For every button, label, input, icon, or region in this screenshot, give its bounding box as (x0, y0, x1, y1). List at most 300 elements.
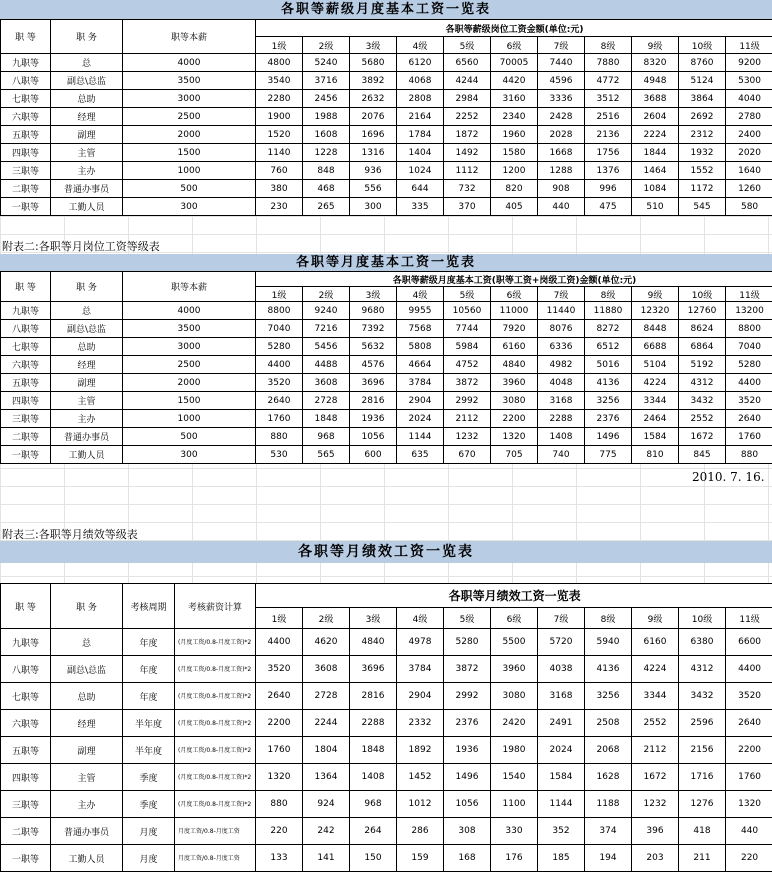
table-cell: 580 (726, 198, 772, 216)
table-cell: 185 (538, 845, 585, 872)
table-cell: 4244 (444, 72, 491, 90)
table-cell: 2640 (726, 710, 772, 737)
table-cell: 176 (491, 845, 538, 872)
table-cell: 1408 (350, 764, 397, 791)
table-cell: 265 (303, 198, 350, 216)
table-cell: 3872 (444, 656, 491, 683)
table-cell: 6688 (632, 338, 679, 356)
table-cell: 670 (444, 446, 491, 464)
table-cell: 2288 (538, 410, 585, 428)
table-cell: 2332 (397, 710, 444, 737)
table-cell: 8624 (679, 320, 726, 338)
table-cell: 1056 (350, 428, 397, 446)
table-cell: 2068 (585, 737, 632, 764)
table-cell: 2604 (632, 108, 679, 126)
table-cell: 1628 (585, 764, 632, 791)
table-cell: 2596 (679, 710, 726, 737)
table-cell: 1492 (444, 144, 491, 162)
table-cell: 4620 (303, 629, 350, 656)
table-cell: 主办 (51, 410, 123, 428)
table-cell: 3520 (256, 656, 303, 683)
table-cell: 总助 (51, 338, 123, 356)
table-cell: 2992 (444, 683, 491, 710)
table-cell: 5300 (726, 72, 772, 90)
table-cell: 3520 (726, 683, 772, 710)
table-cell: 半年度 (123, 737, 175, 764)
table-cell: 2224 (632, 126, 679, 144)
table-cell: 1892 (397, 737, 444, 764)
table-cell: 普通办事员 (51, 818, 123, 845)
table-row (1, 845, 772, 872)
column-header: 职 务 (51, 584, 123, 629)
table-cell: 230 (256, 198, 303, 216)
table-cell: 3080 (491, 392, 538, 410)
table-cell: 3520 (726, 392, 772, 410)
table-cell: 8076 (538, 320, 585, 338)
table-cell: 三职等 (1, 791, 51, 818)
table-cell: 335 (397, 198, 444, 216)
table-cell: 10560 (444, 302, 491, 320)
table-cell: 1672 (679, 428, 726, 446)
table-cell: 500 (123, 428, 256, 446)
table-cell: 六职等 (1, 710, 51, 737)
table-cell: 2156 (679, 737, 726, 764)
table-cell: 2516 (585, 108, 632, 126)
table-cell: 九职等 (1, 54, 51, 72)
grade-header: 11级 (726, 608, 772, 629)
table-cell: 1988 (303, 108, 350, 126)
table-cell: 半年度 (123, 710, 175, 737)
table-cell: 1500 (123, 144, 256, 162)
table-cell: 3168 (538, 683, 585, 710)
table-cell: 374 (585, 818, 632, 845)
table-cell: 4038 (538, 656, 585, 683)
table-cell: 七职等 (1, 683, 51, 710)
table-row (1, 410, 772, 428)
table-cell: 936 (350, 162, 397, 180)
table-cell: 2252 (444, 108, 491, 126)
table-cell: 1452 (397, 764, 444, 791)
table-cell: 3864 (679, 90, 726, 108)
table-cell: 1260 (726, 180, 772, 198)
table-cell: 1408 (538, 428, 585, 446)
table-cell: 4224 (632, 656, 679, 683)
table-cell: 4048 (538, 374, 585, 392)
table-cell: 740 (538, 446, 585, 464)
table-cell: 3000 (123, 338, 256, 356)
table-cell: 760 (256, 162, 303, 180)
table-cell: 4400 (726, 656, 772, 683)
table-cell: 4400 (256, 629, 303, 656)
table-cell: 9680 (350, 302, 397, 320)
table-cell: 3344 (632, 683, 679, 710)
table-cell: 年度 (123, 656, 175, 683)
table-cell: 普通办事员 (51, 180, 123, 198)
table-cell: 2200 (726, 737, 772, 764)
table-cell: 3500 (123, 320, 256, 338)
table-cell: 1320 (256, 764, 303, 791)
appendix3-note: 附表三:各职等月绩效等级表 (2, 526, 138, 542)
table-cell: 11000 (491, 302, 538, 320)
grade-header: 9级 (632, 37, 679, 54)
grade-header: 4级 (397, 287, 444, 302)
table-cell: 3344 (632, 392, 679, 410)
table-row (1, 374, 772, 392)
table-cell: 工勤人员 (51, 845, 123, 872)
table-cell: 1936 (444, 737, 491, 764)
table-cell: 1716 (679, 764, 726, 791)
table-cell: 主管 (51, 392, 123, 410)
table-cell: 七职等 (1, 90, 51, 108)
table-cell: 2552 (679, 410, 726, 428)
column-header: 职 等 (1, 20, 51, 54)
table-cell: 3540 (256, 72, 303, 90)
table-cell: 8760 (679, 54, 726, 72)
table-cell: 2992 (444, 392, 491, 410)
table-cell: 2500 (123, 356, 256, 374)
table-cell: 2464 (632, 410, 679, 428)
table-cell: 468 (303, 180, 350, 198)
table-cell: 2200 (256, 710, 303, 737)
table-cell: 五职等 (1, 737, 51, 764)
table-cell: 4978 (397, 629, 444, 656)
table-cell: 经理 (51, 710, 123, 737)
table-cell: 1000 (123, 162, 256, 180)
table-cell: 2312 (679, 126, 726, 144)
table-cell: 4136 (585, 374, 632, 392)
table-cell: 500 (123, 180, 256, 198)
table-cell: 1668 (538, 144, 585, 162)
table-cell: 8800 (726, 320, 772, 338)
table-row (1, 162, 772, 180)
table-row (1, 90, 772, 108)
table-cell: 一职等 (1, 446, 51, 464)
table-cell: 705 (491, 446, 538, 464)
table-row (1, 126, 772, 144)
table-cell: 924 (303, 791, 350, 818)
table-row (1, 446, 772, 464)
table-cell: 1496 (444, 764, 491, 791)
grade-header: 9级 (632, 608, 679, 629)
table-cell: 2244 (303, 710, 350, 737)
table-cell: 1696 (350, 126, 397, 144)
table-cell: 4420 (491, 72, 538, 90)
table-cell: 6336 (538, 338, 585, 356)
table-row (1, 683, 772, 710)
table-cell: 133 (256, 845, 303, 872)
table-cell: 556 (350, 180, 397, 198)
table-cell: 三职等 (1, 162, 51, 180)
grade-header: 7级 (538, 287, 585, 302)
table-cell: 主管 (51, 144, 123, 162)
table-cell: 4948 (632, 72, 679, 90)
table-cell: 6864 (679, 338, 726, 356)
table-cell: 副总\总监 (51, 656, 123, 683)
table-cell: 300 (350, 198, 397, 216)
table-cell: 9240 (303, 302, 350, 320)
table-cell: 3960 (491, 656, 538, 683)
table-cell: 6512 (585, 338, 632, 356)
grade-header: 7级 (538, 608, 585, 629)
grade-header: 2级 (303, 608, 350, 629)
table-cell: 2780 (726, 108, 772, 126)
table-cell: 2400 (726, 126, 772, 144)
table-cell: 主管 (51, 764, 123, 791)
table-cell: 1288 (538, 162, 585, 180)
table-cell: 2692 (679, 108, 726, 126)
table-cell: 1112 (444, 162, 491, 180)
table-cell: 3160 (491, 90, 538, 108)
table-cell: 2904 (397, 392, 444, 410)
table-cell: 1784 (397, 126, 444, 144)
grade-header: 5级 (444, 37, 491, 54)
table1-grid (0, 19, 772, 216)
table-cell: 六职等 (1, 108, 51, 126)
grade-header: 4级 (397, 37, 444, 54)
table-cell: 总 (51, 629, 123, 656)
table-cell: 副总\总监 (51, 320, 123, 338)
table-cell: 1980 (491, 737, 538, 764)
table-cell: 3696 (350, 374, 397, 392)
table-cell: 4000 (123, 54, 256, 72)
column-header: 职 务 (51, 20, 123, 54)
table-cell: 1140 (256, 144, 303, 162)
table-cell: 1320 (726, 791, 772, 818)
table-row (1, 791, 772, 818)
table-cell: 4400 (726, 374, 772, 392)
table-cell: 5632 (350, 338, 397, 356)
table-cell: 2288 (350, 710, 397, 737)
table-cell: 2904 (397, 683, 444, 710)
table-row (1, 72, 772, 90)
grade-header: 1级 (256, 608, 303, 629)
formula-cell: 月度工资/0.8-月度工资 (175, 845, 256, 872)
grade-header: 10级 (679, 287, 726, 302)
table-cell: 1024 (397, 162, 444, 180)
table-row (1, 629, 772, 656)
table-cell: 775 (585, 446, 632, 464)
appendix2-note: 附表二:各职等月岗位工资等级表 (2, 238, 160, 254)
table-row (1, 198, 772, 216)
table-cell: 4040 (726, 90, 772, 108)
table-cell: 四职等 (1, 392, 51, 410)
formula-cell: (月度工资/0.8-月度工资)*2 (175, 656, 256, 683)
table-cell: 4312 (679, 374, 726, 392)
grade-header: 3级 (350, 608, 397, 629)
table-cell: 普通办事员 (51, 428, 123, 446)
column-header: 考核周期 (123, 584, 175, 629)
table-cell: 3784 (397, 374, 444, 392)
table-cell: 1084 (632, 180, 679, 198)
table-cell: 2420 (491, 710, 538, 737)
table-cell: 1760 (726, 428, 772, 446)
table-cell: 2020 (726, 144, 772, 162)
table-cell: 1100 (491, 791, 538, 818)
table-cell: 4982 (538, 356, 585, 374)
table-cell: 1760 (256, 737, 303, 764)
table-cell: 4312 (679, 656, 726, 683)
formula-cell: (月度工资/0.8-月度工资)*2 (175, 764, 256, 791)
table-cell: 5808 (397, 338, 444, 356)
table-cell: 370 (444, 198, 491, 216)
table-cell: 2000 (123, 374, 256, 392)
table-cell: 1232 (444, 428, 491, 446)
table-cell: 2376 (585, 410, 632, 428)
table-cell: 季度 (123, 764, 175, 791)
grade-header: 8级 (585, 608, 632, 629)
table-cell: 1500 (123, 392, 256, 410)
table-cell: 2984 (444, 90, 491, 108)
grade-header: 3级 (350, 287, 397, 302)
table-cell: 5192 (679, 356, 726, 374)
table-cell: 4400 (256, 356, 303, 374)
table-row (1, 180, 772, 198)
table-cell: 主办 (51, 162, 123, 180)
table-cell: 年度 (123, 629, 175, 656)
table-cell: 九职等 (1, 302, 51, 320)
table2-title: 各职等月度基本工资一览表 (0, 254, 772, 271)
table-cell: 副理 (51, 737, 123, 764)
table-row (1, 710, 772, 737)
table-cell: 848 (303, 162, 350, 180)
table-cell: 二职等 (1, 818, 51, 845)
grade-header: 5级 (444, 608, 491, 629)
table-cell: 8272 (585, 320, 632, 338)
table-cell: 4000 (123, 302, 256, 320)
table-cell: 3608 (303, 374, 350, 392)
table-cell: 副理 (51, 374, 123, 392)
table-cell: 5240 (303, 54, 350, 72)
table1-title: 各职等薪级月度基本工资一览表 (0, 0, 772, 19)
grade-header: 11级 (726, 287, 772, 302)
table-cell: 1316 (350, 144, 397, 162)
table3-grid (0, 583, 772, 872)
table-cell: 7040 (726, 338, 772, 356)
table-cell: 3080 (491, 683, 538, 710)
table-cell: 1188 (585, 791, 632, 818)
table-cell: 5500 (491, 629, 538, 656)
table-cell: 四职等 (1, 144, 51, 162)
table-cell: 3500 (123, 72, 256, 90)
table-cell: 5720 (538, 629, 585, 656)
table-cell: 总 (51, 302, 123, 320)
formula-cell: (月度工资/0.8-月度工资)*2 (175, 737, 256, 764)
table-cell: 5280 (256, 338, 303, 356)
table-cell: 1640 (726, 162, 772, 180)
grade-header: 10级 (679, 608, 726, 629)
table-cell: 194 (585, 845, 632, 872)
table-cell: 3432 (679, 392, 726, 410)
table-cell: 3716 (303, 72, 350, 90)
table-cell: 主办 (51, 791, 123, 818)
table-cell: 1276 (679, 791, 726, 818)
table-cell: 380 (256, 180, 303, 198)
table-cell: 副总\总监 (51, 72, 123, 90)
table-cell: 732 (444, 180, 491, 198)
table-cell: 7216 (303, 320, 350, 338)
table-cell: 880 (256, 428, 303, 446)
table-cell: 2640 (256, 392, 303, 410)
table-cell: 150 (350, 845, 397, 872)
table-cell: 2491 (538, 710, 585, 737)
table-cell: 4840 (350, 629, 397, 656)
table-cell: 2808 (397, 90, 444, 108)
table-cell: 141 (303, 845, 350, 872)
table-cell: 2000 (123, 126, 256, 144)
table-cell: 565 (303, 446, 350, 464)
table-row (1, 108, 772, 126)
table-cell: 5016 (585, 356, 632, 374)
table-cell: 440 (726, 818, 772, 845)
table-row (1, 144, 772, 162)
table-cell: 4840 (491, 356, 538, 374)
table-row (1, 338, 772, 356)
table-cell: 159 (397, 845, 444, 872)
grade-header: 10级 (679, 37, 726, 54)
table-cell: 4576 (350, 356, 397, 374)
table-cell: 2728 (303, 392, 350, 410)
grade-header: 11级 (726, 37, 772, 54)
table-cell: 1584 (538, 764, 585, 791)
table-cell: 600 (350, 446, 397, 464)
table-cell: 1056 (444, 791, 491, 818)
table-cell: 203 (632, 845, 679, 872)
table-cell: 286 (397, 818, 444, 845)
table-cell: 2728 (303, 683, 350, 710)
table-cell: 1760 (726, 764, 772, 791)
table-cell: 1848 (303, 410, 350, 428)
table-cell: 4224 (632, 374, 679, 392)
table-cell: 396 (632, 818, 679, 845)
table-cell: 1580 (491, 144, 538, 162)
table-cell: 2640 (726, 410, 772, 428)
grade-header: 5级 (444, 287, 491, 302)
table-cell: 12760 (679, 302, 726, 320)
table-cell: 4488 (303, 356, 350, 374)
table-cell: 2640 (256, 683, 303, 710)
table-cell: 1936 (350, 410, 397, 428)
table-cell: 644 (397, 180, 444, 198)
table-cell: 4800 (256, 54, 303, 72)
table-cell: 8320 (632, 54, 679, 72)
table-cell: 2632 (350, 90, 397, 108)
table-cell: 4136 (585, 656, 632, 683)
column-header: 职 等 (1, 584, 51, 629)
table-cell: 211 (679, 845, 726, 872)
table-cell: 2456 (303, 90, 350, 108)
table-cell: 八职等 (1, 320, 51, 338)
table-cell: 2024 (538, 737, 585, 764)
table-cell: 总 (51, 54, 123, 72)
table-cell: 2816 (350, 683, 397, 710)
table-cell: 5984 (444, 338, 491, 356)
table-cell: 二职等 (1, 180, 51, 198)
table-cell: 年度 (123, 683, 175, 710)
table-row (1, 764, 772, 791)
table-cell: 六职等 (1, 356, 51, 374)
table-cell: 八职等 (1, 656, 51, 683)
grade-header: 8级 (585, 287, 632, 302)
table-cell: 一职等 (1, 845, 51, 872)
table-cell: 1144 (538, 791, 585, 818)
table-cell: 二职等 (1, 428, 51, 446)
table-cell: 5280 (726, 356, 772, 374)
table-row (1, 818, 772, 845)
table-cell: 三职等 (1, 410, 51, 428)
table-cell: 418 (679, 818, 726, 845)
table-cell: 1520 (256, 126, 303, 144)
formula-cell: (月度工资/0.8-月度工资)*2 (175, 683, 256, 710)
